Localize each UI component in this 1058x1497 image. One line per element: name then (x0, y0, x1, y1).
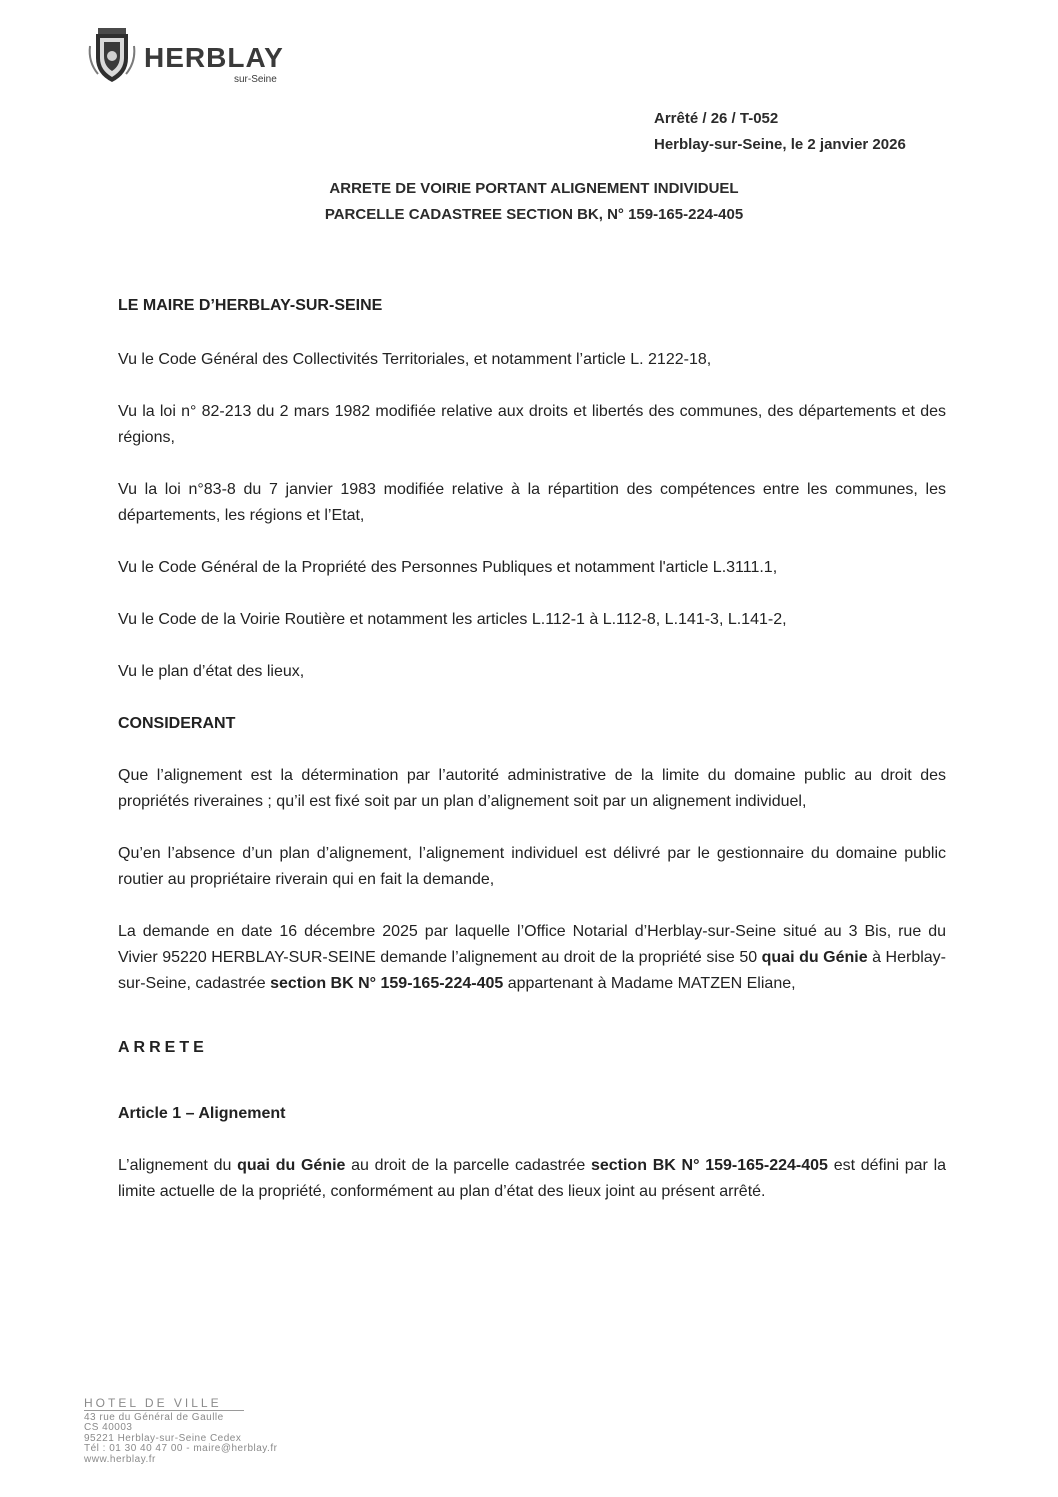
vu-paragraph-5: Vu le Code de la Voirie Routière et notamment les articles L.112-1 à L.112-8, L.141-3, L.141-2, (118, 611, 787, 628)
bold-text-run: section BK N° 159-165-224-405 (270, 975, 504, 992)
text-run: au droit de la parcelle cadastrée (345, 1157, 591, 1174)
footer-address (84, 1398, 404, 1465)
article-1-heading: Article 1 – Alignement (118, 1105, 286, 1122)
text-run: L’alignement du (118, 1157, 238, 1174)
vu-paragraph-1: Vu le Code Général des Collectivités Territoriales, et notamment l’article L. 2122-18, (118, 351, 712, 368)
decree-place-date: Herblay-sur-Seine, le 2 janvier 2026 (654, 136, 906, 153)
text-run: appartenant à Madame MATZEN Eliane, (503, 975, 796, 992)
bold-text-run: section BK N° 159-165-224-405 (590, 1157, 828, 1174)
footer-street: 43 rue du Général de Gaulle (84, 1411, 224, 1423)
vu-paragraph-2: Vu la loi n° 82-213 du 2 mars 1982 modifiée relative aux droits et libertés des communes, des départements et des régions, (118, 403, 946, 446)
logo-subtitle: sur-Seine (234, 74, 277, 85)
decree-reference-block (654, 106, 906, 158)
document-title (0, 176, 1058, 228)
text-run: est défini par la limite actuelle de la propriété, conformément au plan d’état des lieux joint au présent arrêté. (118, 1157, 947, 1200)
footer-website: www.herblay.fr (84, 1453, 156, 1465)
arrete-heading: ARRETE (118, 1039, 208, 1056)
footer-contact: Tél : 01 30 40 47 00 - maire@herblay.fr (84, 1443, 278, 1454)
text-run: La demande en date 16 décembre 2025 par laquelle l’Office Notarial d’Herblay-sur-Seine situé au 3 Bis, rue du Vivier 95220 HERBLAY-SUR-SEINE demande l’alignement au droit de la propriété sise 50 (118, 923, 946, 966)
maire-heading: LE MAIRE D’HERBLAY-SUR-SEINE (118, 297, 383, 314)
title-line-1: ARRETE DE VOIRIE PORTANT ALIGNEMENT INDIVIDUEL (329, 180, 739, 197)
considerant-paragraph-2: Qu’en l’absence d’un plan d’alignement, l’alignement individuel est délivré par le gestionnaire du domaine public routier au propriétaire riverain qui en fait la demande, (118, 845, 946, 888)
text-run: à Herblay-sur-Seine, cadastrée (118, 949, 947, 992)
logo-name: HERBLAY (144, 42, 284, 73)
title-line-2: PARCELLE CADASTREE SECTION BK, N° 159-165-224-405 (324, 206, 744, 223)
footer-cs: CS 40003 (84, 1422, 133, 1433)
herblay-logo (86, 28, 326, 88)
document-body (118, 293, 946, 1205)
vu-paragraph-4: Vu le Code Général de la Propriété des Personnes Publiques et notamment l'article L.3111.1, (118, 559, 778, 576)
decree-reference: Arrêté / 26 / T-052 (654, 110, 779, 127)
footer-city: 95221 Herblay-sur-Seine Cedex (84, 1432, 242, 1444)
city-crest-icon (86, 28, 138, 84)
bold-text-run: quai du Génie (761, 949, 868, 966)
footer-title: HOTEL DE VILLE (84, 1398, 244, 1411)
considerant-heading: CONSIDERANT (118, 715, 236, 732)
vu-paragraph-3: Vu la loi n°83-8 du 7 janvier 1983 modifiée relative à la répartition des compétences entre les communes, les départements, les régions et l’Etat, (118, 481, 946, 524)
considerant-paragraph-1: Que l’alignement est la détermination par l’autorité administrative de la limite du domaine public au droit des propriétés riveraines ; qu’il est fixé soit par un plan d’alignement soit par un alignement individuel, (118, 767, 946, 810)
considerant-paragraph-3 (118, 919, 946, 997)
vu-paragraph-6: Vu le plan d’état des lieux, (118, 663, 305, 680)
bold-text-run: quai du Génie (237, 1157, 346, 1174)
article-1-paragraph (118, 1153, 946, 1205)
